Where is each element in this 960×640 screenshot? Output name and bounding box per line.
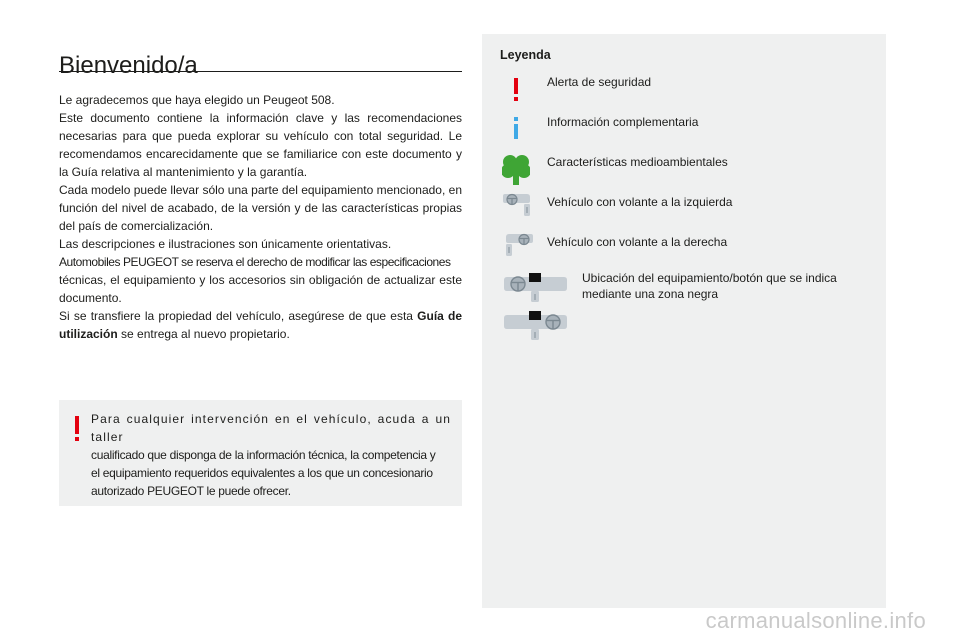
intro-paragraph-5-line-1: Automobiles PEUGEOT se reserva el derecho de modificar las especificaciones <box>59 255 451 269</box>
tree-icon <box>502 154 530 186</box>
legend-item-label: Vehículo con volante a la izquierda <box>547 195 733 209</box>
legend-item-label: Alerta de seguridad <box>547 75 652 89</box>
watermark: carmanualsonline.info <box>705 608 926 633</box>
safety-note-line-4: autorizado PEUGEOT le puede ofrecer. <box>91 484 291 498</box>
legend-panel <box>482 34 886 608</box>
legend-item-label: Características medioambientales <box>547 155 728 169</box>
intro-text <box>59 91 462 343</box>
exclamation-icon <box>512 78 520 102</box>
legend-item-equipment-location <box>482 270 886 342</box>
legend-item-safety-alert <box>482 74 886 110</box>
dashboard-zone-right-drive-icon <box>502 310 570 340</box>
safety-note-line-3: el equipamiento requeridos equivalentes a los que un concesionario <box>91 466 433 480</box>
safety-note-line-1: Para cualquier intervención en el vehículo, acuda a un taller <box>91 412 451 444</box>
user-guide-name: Guía de utilización <box>59 309 463 341</box>
safety-note-box <box>59 400 462 506</box>
legend-title: Leyenda <box>500 48 551 62</box>
intro-paragraph-6-end: se entrega al nuevo propietario. <box>117 327 290 341</box>
intro-paragraph-1: Le agradecemos que haya elegido un Peugeot 508. <box>59 93 335 107</box>
page-title: Bienvenido/a <box>59 52 198 80</box>
legend-item-left-hand-drive <box>482 194 886 230</box>
safety-note-line-2: cualificado que disponga de la información técnica, la competencia y <box>91 448 436 462</box>
right-hand-drive-icon <box>502 233 534 257</box>
legend-item-label: Información complementaria <box>547 115 699 129</box>
dashboard-zone-icon <box>502 272 570 302</box>
intro-paragraph-6-start: Si se transfiere la propiedad del vehículo, asegúrese de que esta <box>59 309 418 323</box>
legend-item-environment <box>482 154 886 190</box>
legend-item-right-hand-drive <box>482 234 886 270</box>
info-icon <box>512 117 520 139</box>
exclamation-icon <box>73 416 81 442</box>
intro-paragraph-4: Las descripciones e ilustraciones son únicamente orientativas. <box>59 237 392 251</box>
legend-item-label: Ubicación del equipamiento/botón que se indica mediante una zona negra <box>582 271 837 301</box>
legend-item-label: Vehículo con volante a la derecha <box>547 235 728 249</box>
title-divider <box>59 71 462 72</box>
intro-paragraph-6 <box>59 307 462 343</box>
legend-item-info <box>482 114 886 150</box>
intro-paragraph-2: Este documento contiene la información clave y las recomendaciones necesarias para que pueda explorar su vehículo con total seguridad. Le recomendamos encarecidamente que se familiarice con este documento y la Guía relativa al mantenimiento y la garantía. <box>59 111 462 179</box>
intro-paragraph-3: Cada modelo puede llevar sólo una parte del equipamiento mencionado, en función del nivel de acabado, de la versión y de las características propias del país de comercialización. <box>59 183 462 233</box>
intro-paragraph-5-rest: técnicas, el equipamiento y los accesorios sin obligación de actualizar este documento. <box>59 273 462 305</box>
left-hand-drive-icon <box>502 193 534 217</box>
safety-note-text <box>91 410 451 500</box>
